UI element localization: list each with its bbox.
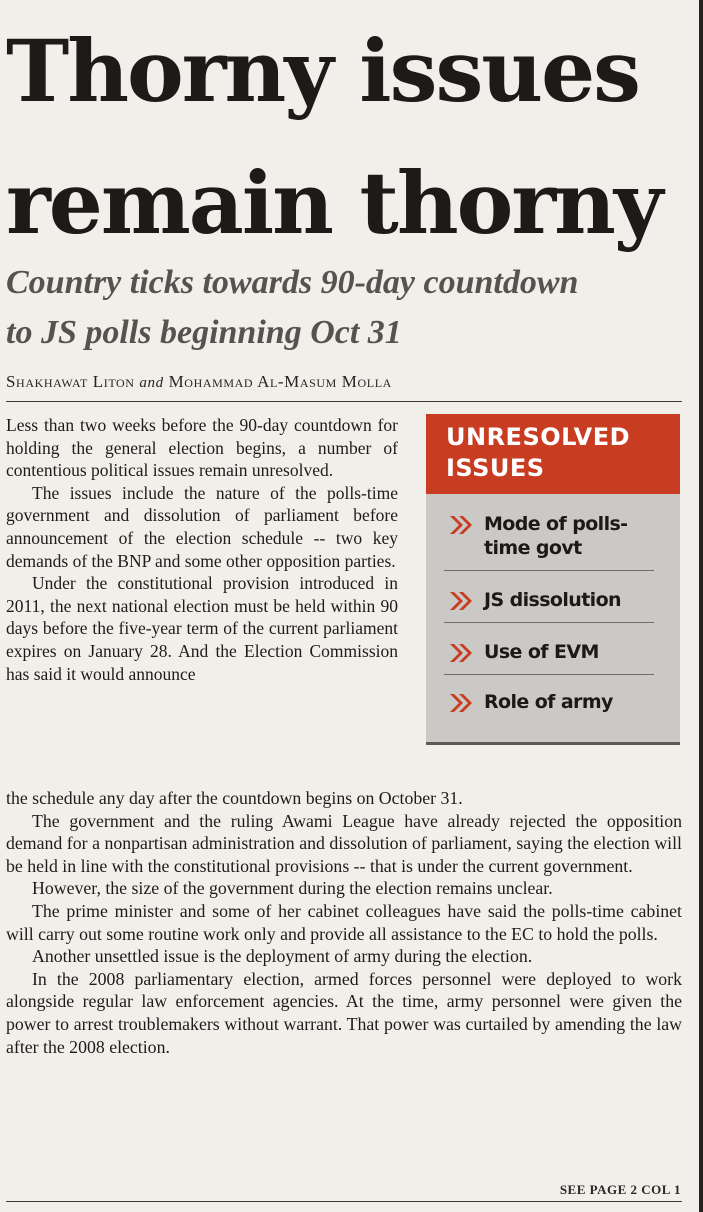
byline-author-1: Shakhawat Liton — [6, 372, 135, 391]
article-paragraph-6: However, the size of the government during the election remains unclear. — [32, 878, 553, 899]
subheadline-line-2: to JS polls beginning Oct 31 — [6, 314, 402, 351]
unresolved-issues-box — [426, 414, 680, 745]
subheadline-line-1: Country ticks towards 90-day countdown — [6, 264, 579, 301]
article-paragraph-1: Less than two weeks before the 90-day countdown for holding the general election begins, a number of contentious political issues remain unresolved. — [6, 415, 398, 481]
continuation-jump: SEE PAGE 2 COL 1 — [559, 1182, 681, 1197]
bottom-rule — [6, 1201, 682, 1202]
article-paragraph-7: The prime minister and some of her cabinet colleagues have said the polls-time cabinet will carry out some routine work only and provide all assistance to the EC to hold the polls. — [6, 900, 682, 944]
sidebar-item-label: Role of army — [484, 691, 613, 713]
article-paragraph-9: In the 2008 parliamentary election, armed forces personnel were deployed to work alongside regular law enforcement agencies. At the time, army personnel were given the power to arrest troublemakers without warrant. That power was curtailed by amending the law after the 2008 election. — [6, 968, 682, 1057]
sidebar-item-label: Use of EVM — [484, 641, 599, 663]
headline — [6, 6, 696, 270]
headline-line-1: Thorny issues — [6, 22, 640, 122]
article-continuation — [6, 787, 682, 1058]
subheadline — [6, 258, 696, 358]
article-column — [6, 414, 398, 685]
byline — [6, 372, 392, 392]
byline-divider — [6, 401, 682, 402]
sidebar-item-army — [448, 690, 656, 714]
chevron-double-right-icon — [448, 642, 474, 664]
sidebar-divider — [444, 622, 654, 623]
byline-author-2: Mohammad Al-Masum Molla — [168, 372, 392, 391]
article-paragraph-8: Another unsettled issue is the deployment of army during the election. — [32, 946, 533, 967]
sidebar-header — [426, 414, 680, 494]
sidebar-item-js-dissolution — [448, 588, 656, 612]
sidebar-item-label: JS dissolution — [484, 589, 621, 611]
article-paragraph-4: the schedule any day after the countdown begins on October 31. — [6, 788, 463, 808]
chevron-double-right-icon — [448, 590, 474, 612]
sidebar-divider — [444, 570, 654, 571]
article-paragraph-2: The issues include the nature of the polls-time government and dissolution of parliament before announcement of the election schedule -- two key demands of the BNP and some other opposition parties. — [6, 482, 398, 571]
article-paragraph-3: Under the constitutional provision introduced in 2011, the next national election must be held within 90 days before the five-year term of the current parliament expires on January 28. And the Election Commission has said it would announce — [6, 573, 398, 684]
page-edge — [699, 0, 703, 1212]
sidebar-item-evm — [448, 640, 656, 664]
sidebar-item-label: Mode of polls-time govt — [484, 513, 628, 559]
sidebar-title-line-2: ISSUES — [446, 454, 545, 482]
chevron-double-right-icon — [448, 514, 474, 536]
chevron-double-right-icon — [448, 692, 474, 714]
sidebar-title-line-1: UNRESOLVED — [446, 423, 631, 451]
sidebar-divider — [444, 674, 654, 675]
sidebar-item-polls-govt — [448, 512, 656, 560]
headline-line-2: remain thorny — [6, 154, 662, 254]
byline-joiner: and — [139, 375, 164, 391]
article-paragraph-5: The government and the ruling Awami League have already rejected the opposition demand for a nonpartisan administration and dissolution of parliament, saying the election will be held in line with the constitutional provisions -- that is under the current government. — [6, 810, 682, 876]
